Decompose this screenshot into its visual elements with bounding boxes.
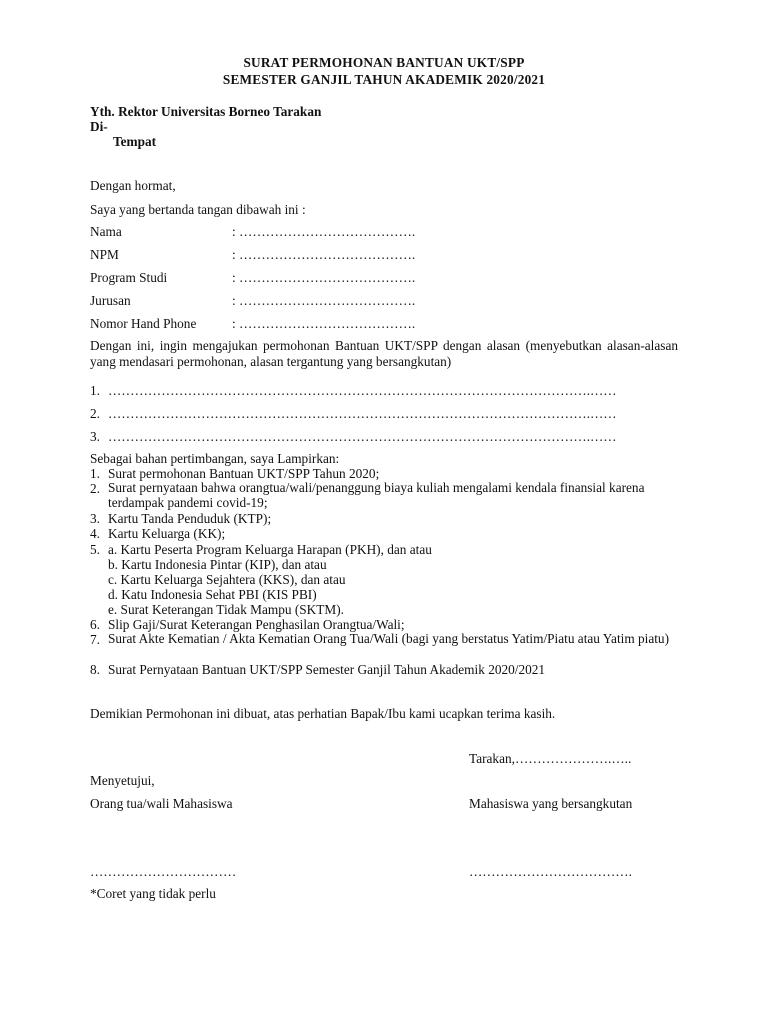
- attachment-number: 3.: [90, 511, 100, 526]
- attachment-number: 8.: [90, 662, 100, 677]
- signature-line-left: ……………………………: [90, 864, 237, 879]
- attachment-item: Kartu Keluarga (KK);: [108, 526, 226, 541]
- attachment-number: 6.: [90, 617, 100, 632]
- recipient-line1: Yth. Rektor Universitas Borneo Tarakan: [90, 104, 322, 119]
- field-value-npm: : ………………………………….: [232, 247, 416, 262]
- field-value-program-studi: : ………………………………….: [232, 270, 416, 285]
- closing-text: Demikian Permohonan ini dibuat, atas perhatian Bapak/Ibu kami ucapkan terima kasih.: [90, 706, 556, 721]
- attachment-subitem: d. Katu Indonesia Sehat PBI (KIS PBI): [108, 587, 317, 602]
- reason-number: 1.: [90, 383, 100, 398]
- attachments-intro: Sebagai bahan pertimbangan, saya Lampirkan:: [90, 451, 340, 466]
- reason-paragraph: Dengan ini, ingin mengajukan permohonan Bantuan UKT/SPP dengan alasan (menyebutkan alasan-alasan yang mendasari permohonan, alasan tergantung yang bersangkutan): [90, 338, 678, 369]
- field-label-program-studi: Program Studi: [90, 270, 168, 285]
- reason-number: 3.: [90, 429, 100, 444]
- recipient-line2: Di-: [90, 119, 108, 134]
- intro-text: Saya yang bertanda tangan dibawah ini :: [90, 202, 306, 217]
- approval-label: Menyetujui,: [90, 773, 155, 788]
- reason-line: ……………………………………………………………………………………………….……: [108, 383, 617, 398]
- attachment-number: 4.: [90, 526, 100, 541]
- attachment-item: Slip Gaji/Surat Keterangan Penghasilan Orangtua/Wali;: [108, 617, 405, 632]
- attachment-subitem: b. Kartu Indonesia Pintar (KIP), dan atau: [108, 557, 327, 572]
- attachment-number: 7.: [90, 632, 100, 647]
- place-date: Tarakan,………………….…..: [469, 751, 632, 766]
- signer-right-role: Mahasiswa yang bersangkutan: [469, 796, 633, 811]
- attachment-item: Kartu Tanda Penduduk (KTP);: [108, 511, 272, 526]
- greeting: Dengan hormat,: [90, 178, 176, 193]
- field-value-nama: : ………………………………….: [232, 224, 416, 239]
- attachment-number: 1.: [90, 466, 100, 481]
- field-label-nomor-hp: Nomor Hand Phone: [90, 316, 197, 331]
- attachment-subitem: c. Kartu Keluarga Sejahtera (KKS), dan atau: [108, 572, 346, 587]
- field-value-jurusan: : ………………………………….: [232, 293, 416, 308]
- attachment-number: 5.: [90, 542, 100, 557]
- signature-line-right: ……………………………….: [469, 864, 632, 879]
- letter-title-line1: SURAT PERMOHONAN BANTUAN UKT/SPP: [243, 55, 525, 70]
- field-label-nama: Nama: [90, 224, 122, 239]
- recipient-line3: Tempat: [113, 134, 157, 149]
- reason-number: 2.: [90, 406, 100, 421]
- letter-title-line2: SEMESTER GANJIL TAHUN AKADEMIK 2020/2021: [222, 72, 546, 87]
- field-label-npm: NPM: [90, 247, 119, 262]
- attachment-number: 2.: [90, 481, 100, 496]
- attachment-subitem: e. Surat Keterangan Tidak Mampu (SKTM).: [108, 602, 344, 617]
- attachment-item: a. Kartu Peserta Program Keluarga Harapan (PKH), dan atau: [108, 542, 432, 557]
- signer-left-role: Orang tua/wali Mahasiswa: [90, 796, 233, 811]
- footnote: *Coret yang tidak perlu: [90, 886, 216, 901]
- attachment-item: Surat pernyataan bahwa orangtua/wali/penanggung biaya kuliah mengalami kendala finansial karena terdampak pandemi covid-19;: [108, 480, 645, 510]
- field-value-nomor-hp: : ………………………………….: [232, 316, 416, 331]
- reason-line: ……………………………………………………………………………………………….……: [108, 406, 617, 421]
- field-label-jurusan: Jurusan: [90, 293, 131, 308]
- attachment-item: Surat permohonan Bantuan UKT/SPP Tahun 2020;: [108, 466, 380, 481]
- attachment-item: Surat Akte Kematian / Akta Kematian Orang Tua/Wali (bagi yang berstatus Yatim/Piatu atau Yatim piatu): [108, 631, 670, 646]
- reason-line: ……………………………………………………………………………………………….……: [108, 429, 617, 444]
- attachment-item: Surat Pernyataan Bantuan UKT/SPP Semester Ganjil Tahun Akademik 2020/2021: [108, 662, 546, 677]
